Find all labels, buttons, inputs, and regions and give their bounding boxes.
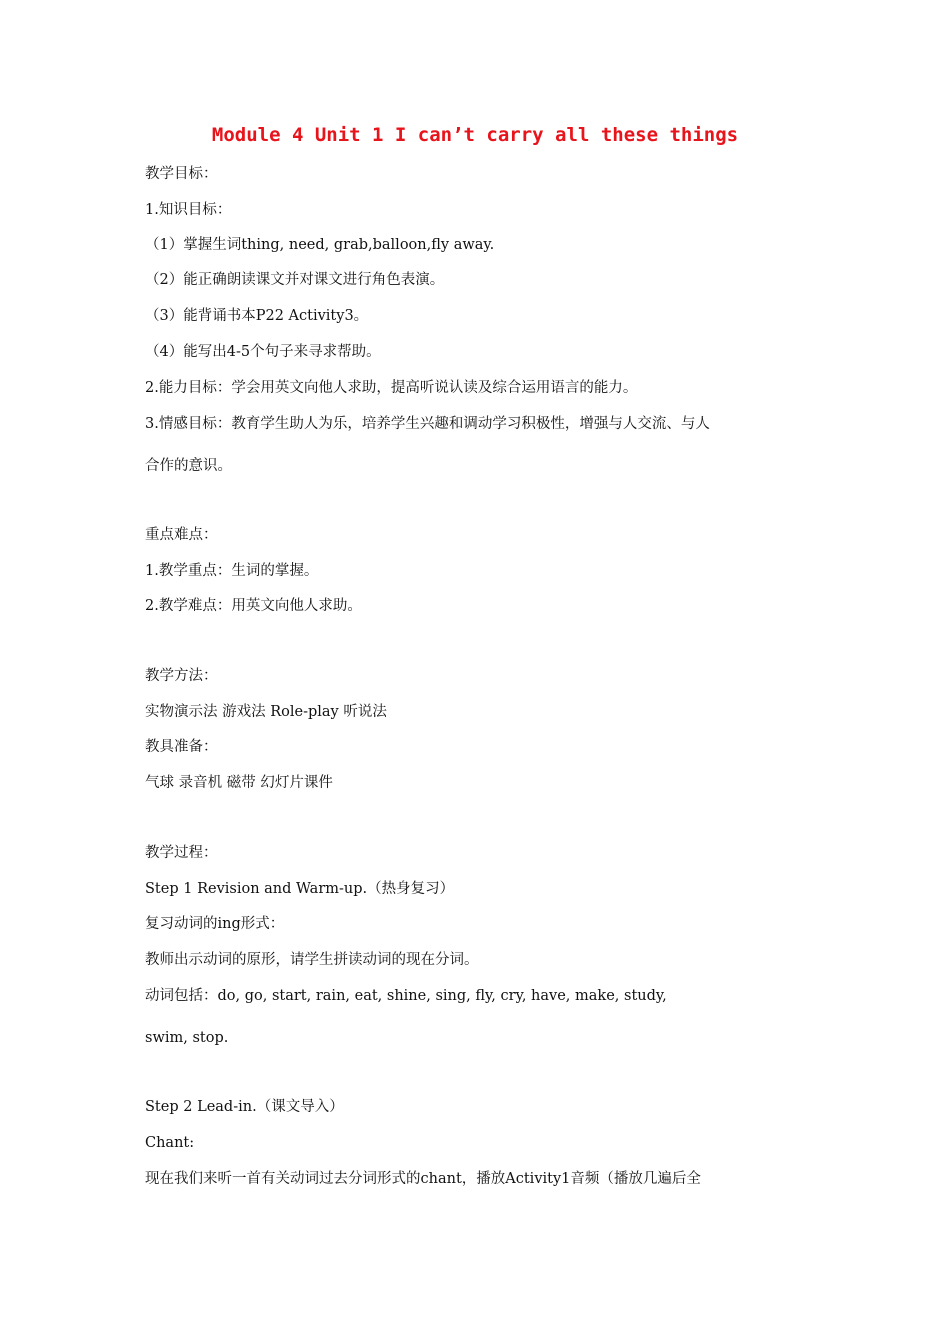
step1-title: Step 1 Revision and Warm-up.（热身复习） <box>145 881 455 897</box>
step1-line1: 复习动词的ing形式： <box>145 916 285 932</box>
emotion-objective-line2: 合作的意识。 <box>145 458 232 474</box>
step2-line1: 现在我们来听一首有关动词过去分词形式的chant，播放Activity1音频（播放几遍后全 <box>145 1171 701 1187</box>
methods-text: 实物演示法 游戏法 Role-play 听说法 <box>145 704 387 720</box>
materials-text: 气球 录音机 磁带 幻灯片课件 <box>145 775 333 791</box>
knowledge-item-1: （1）掌握生词thing, need, grab,balloon,fly away. <box>145 237 495 253</box>
knowledge-item-4: （4）能写出4-5个句子来寻求帮助。 <box>145 344 381 360</box>
step1-line2: 教师出示动词的原形，请学生拼读动词的现在分词。 <box>145 952 479 968</box>
step2-title: Step 2 Lead-in.（课文导入） <box>145 1099 344 1115</box>
methods-heading: 教学方法： <box>145 668 218 684</box>
document-title: Module 4 Unit 1 I can’t carry all these things <box>211 124 739 146</box>
process-heading: 教学过程： <box>145 845 218 861</box>
step1-verbs-line2: swim, stop. <box>145 1030 229 1046</box>
objectives-heading: 教学目标： <box>145 166 218 182</box>
step1-verbs-line1: 动词包括：do, go, start, rain, eat, shine, sing, fly, cry, have, make, study, <box>145 988 667 1004</box>
knowledge-item-2: （2）能正确朗读课文并对课文进行角色表演。 <box>145 272 445 288</box>
step2-chant-label: Chant: <box>145 1135 195 1151</box>
key-points-heading: 重点难点： <box>145 527 218 543</box>
knowledge-heading: 1.知识目标： <box>145 202 232 218</box>
ability-objective: 2.能力目标：学会用英文向他人求助，提高听说认读及综合运用语言的能力。 <box>145 380 638 396</box>
materials-heading: 教具准备： <box>145 739 218 755</box>
key-point-focus: 1.教学重点：生词的掌握。 <box>145 563 319 579</box>
key-point-difficulty: 2.教学难点：用英文向他人求助。 <box>145 598 362 614</box>
knowledge-item-3: （3）能背诵书本P22 Activity3。 <box>145 308 369 324</box>
emotion-objective-line1: 3.情感目标：教育学生助人为乐，培养学生兴趣和调动学习积极性，增强与人交流、与人 <box>145 416 710 432</box>
